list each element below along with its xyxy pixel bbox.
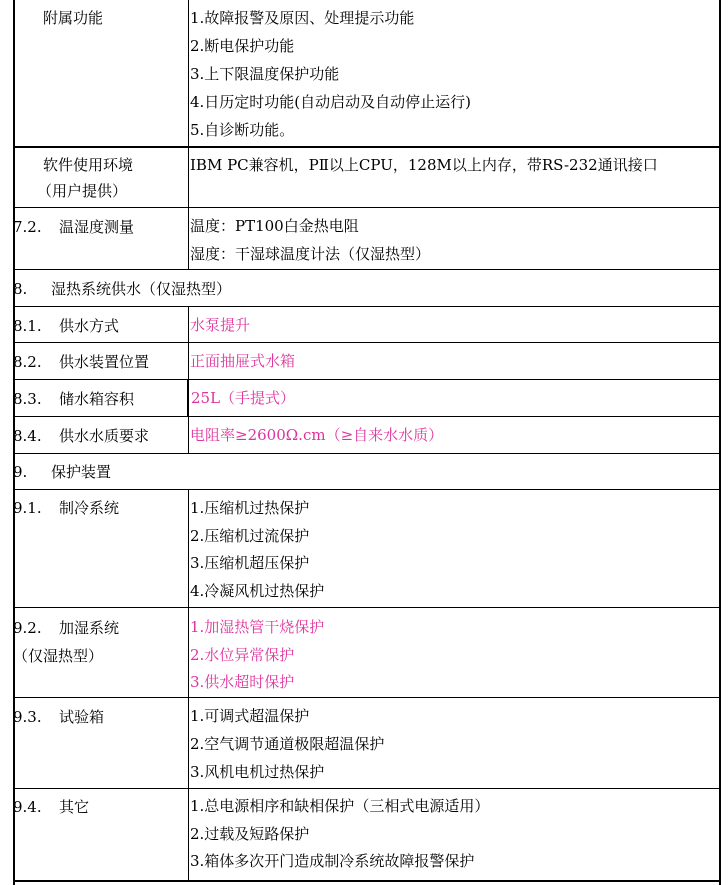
- row-label: 试验箱: [59, 708, 105, 726]
- table-bottom-border: [13, 880, 721, 882]
- list-item: 5.自诊断功能。: [190, 121, 295, 139]
- list-item: 温度：PT100白金热电阻: [190, 217, 359, 235]
- row-software-environment: [13, 147, 721, 208]
- list-item: 2.断电保护功能: [190, 37, 295, 55]
- row-9-1: [13, 490, 721, 608]
- list-item: 1.故障报警及原因、处理提示功能: [190, 9, 415, 27]
- value-cell: [190, 490, 721, 607]
- row-label-sub: （用户提供）: [37, 182, 128, 200]
- row-attached-functions: [13, 0, 721, 147]
- list-item: 1.总电源相序和缺相保护（三相式电源适用）: [190, 797, 490, 815]
- row-8-1: [13, 307, 721, 343]
- list-item: 1.可调式超温保护: [190, 707, 310, 725]
- value-cell: [190, 0, 721, 146]
- row-number: 9.1.: [13, 499, 42, 517]
- label-cell: [13, 698, 189, 788]
- row-label: 供水水质要求: [59, 427, 150, 445]
- row-number: 9.3.: [13, 708, 42, 726]
- label-cell: [13, 0, 189, 146]
- list-item: 3.箱体多次开门造成制冷系统故障报警保护: [190, 852, 475, 870]
- row-8-3: [13, 380, 721, 417]
- row-section-8: [13, 270, 721, 307]
- list-item: 2.空气调节通道极限超温保护: [190, 735, 385, 753]
- label-cell: [13, 490, 189, 607]
- row-9-2: [13, 608, 721, 698]
- list-item: 3.上下限温度保护功能: [190, 65, 340, 83]
- row-8-4: [13, 417, 721, 454]
- row-label: 附属功能: [43, 9, 104, 27]
- list-item: 2.过载及短路保护: [190, 825, 310, 843]
- list-item: 湿度：干湿球温度计法（仅湿热型）: [190, 245, 431, 263]
- label-cell: [13, 380, 189, 416]
- row-7-2: [13, 208, 721, 270]
- label-cell: [13, 307, 189, 342]
- row-value: 25L（手提式）: [191, 389, 296, 407]
- list-item: 3.供水超时保护: [190, 673, 295, 691]
- list-item: 2.压缩机过流保护: [190, 527, 310, 545]
- value-cell: [190, 698, 721, 788]
- value-cell: [190, 608, 721, 697]
- list-item: 3.压缩机超压保护: [190, 554, 310, 572]
- list-item: 4.日历定时功能(自动启动及自动停止运行): [190, 93, 472, 111]
- row-label: 供水方式: [59, 317, 120, 335]
- row-9-4: [13, 789, 721, 880]
- section-title: 保护装置: [51, 463, 112, 481]
- label-cell: [13, 417, 189, 453]
- row-number: 7.2.: [13, 218, 42, 236]
- section-title: 湿热系统供水（仅湿热型）: [51, 280, 232, 298]
- row-value: IBM PC兼容机，PⅡ以上CPU，128M以上内存，带RS-232通讯接口: [190, 156, 658, 174]
- row-label-sub: （仅湿热型）: [13, 647, 104, 665]
- label-cell: [13, 608, 189, 697]
- row-number: 9.4.: [13, 798, 42, 816]
- row-9-3: [13, 698, 721, 789]
- list-item: 2.水位异常保护: [190, 646, 295, 664]
- value-cell: [190, 148, 721, 207]
- value-cell: [190, 307, 721, 342]
- list-item: 4.冷凝风机过热保护: [190, 582, 325, 600]
- list-item: 1.加湿热管干烧保护: [190, 618, 325, 636]
- row-label: 加湿系统: [59, 619, 120, 637]
- label-cell: [13, 148, 189, 207]
- section-number: 8.: [13, 280, 28, 298]
- row-label: 软件使用环境: [43, 156, 134, 174]
- row-number: 8.2.: [13, 353, 42, 371]
- row-label: 供水装置位置: [59, 353, 150, 371]
- row-label: 其它: [59, 798, 90, 816]
- row-label: 储水箱容积: [59, 390, 135, 408]
- label-cell: [13, 343, 189, 379]
- row-number: 8.1.: [13, 317, 42, 335]
- row-value: 水泵提升: [190, 316, 251, 334]
- list-item: 1.压缩机过热保护: [190, 499, 310, 517]
- label-cell: [13, 208, 189, 269]
- row-number: 8.3.: [13, 390, 42, 408]
- section-number: 9.: [13, 463, 28, 481]
- row-section-9: [13, 454, 721, 490]
- row-value: 电阻率≥2600Ω.cm（≥自来水水质）: [190, 426, 444, 444]
- row-number: 8.4.: [13, 427, 42, 445]
- row-8-2: [13, 343, 721, 380]
- row-label: 制冷系统: [59, 499, 120, 517]
- value-cell: [190, 380, 721, 416]
- value-cell: [190, 417, 721, 453]
- label-cell: [13, 789, 189, 880]
- value-cell: [190, 208, 721, 269]
- row-number: 9.2.: [13, 619, 42, 637]
- value-cell: [190, 789, 721, 880]
- list-item: 3.风机电机过热保护: [190, 763, 325, 781]
- value-cell: [190, 343, 721, 379]
- row-value: 正面抽屉式水箱: [190, 352, 296, 370]
- row-label: 温湿度测量: [59, 218, 135, 236]
